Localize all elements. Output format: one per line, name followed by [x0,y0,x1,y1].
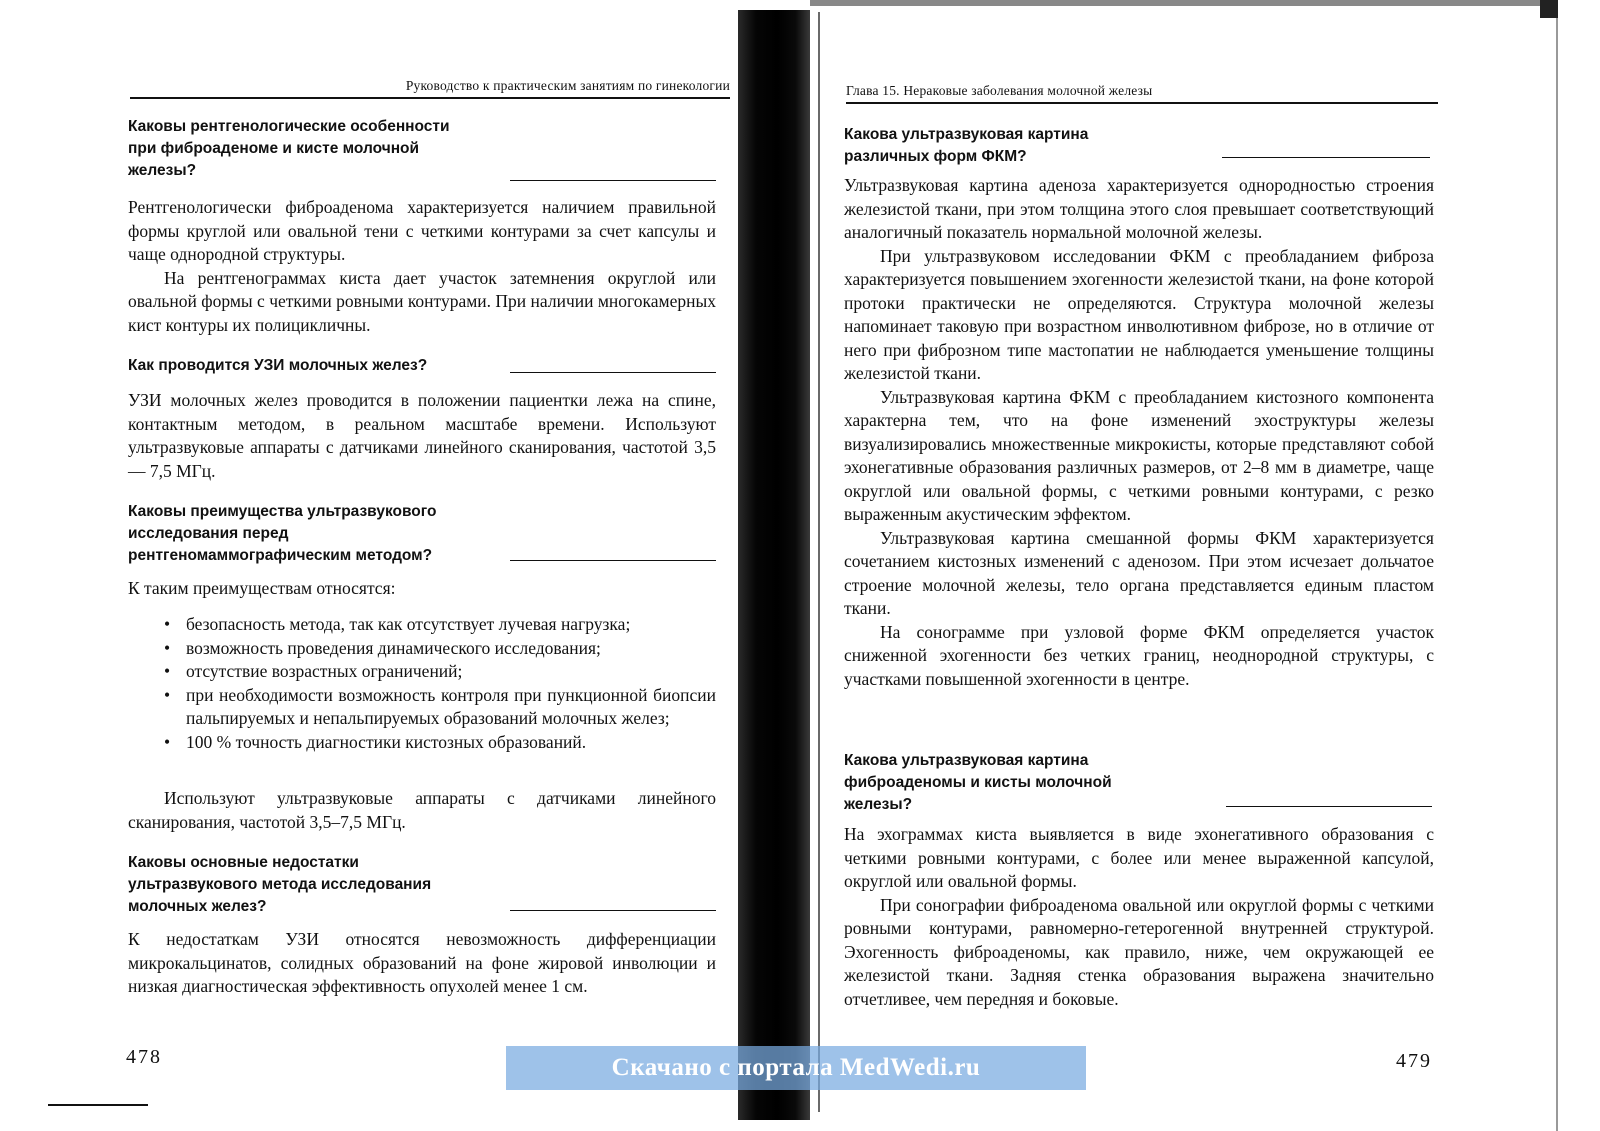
list-item: • при необходимости возможность контроля при пункционной биопсии пальпируемых и непальпируемых образований молочных желез; [156,684,716,731]
advantages-list [156,613,716,754]
paragraph: К недостаткам УЗИ относятся невозможность дифференциации микрокальцинатов, солидных образований на фоне жировой инволюции и низкая диагностическая эффективность опухолей менее 1 см. [128,929,716,996]
answer-text [128,787,716,834]
running-header: Глава 15. Нераковые заболевания молочной железы [846,83,1438,104]
question-heading: Какова ультразвуковая картина различных форм ФКМ? [844,126,1089,165]
scan-mark [48,1104,148,1106]
question-rule [510,372,716,373]
answer-text [844,823,1434,1011]
left-page [0,0,760,1131]
question-heading: Каковы основные недостатки ультразвукового метода исследования молочных желез? [128,854,432,915]
answer-text [844,174,1434,691]
paragraph: При сонографии фиброаденома овальной или округлой формы с четкими ровными контурами, равномерно-гетерогенной внутренней структурой. Эхогенность фиброаденомы, как правило, ниже, чем окружающей ее железистой ткани. Задняя стенка образования выражена значительно отчетливее, чем передняя и боковые. [844,894,1434,1009]
running-header: Руководство к практическим занятиям по гинекологии [130,78,730,99]
paragraph: На сонограмме при узловой форме ФКМ определяется участок сниженной эхогенности без четких границ, неоднородной структуры, с участками повышенной эхогенности в центре. [844,621,1434,689]
question-heading: Каковы преимущества ультразвукового исследования перед рентгеномаммографическим методом? [128,503,437,564]
list-item: • возможность проведения динамического исследования; [156,637,716,661]
page-number: 478 [126,1046,162,1068]
list-item: • 100 % точность диагностики кистозных образований. [156,731,716,755]
right-page [810,0,1600,1131]
paragraph: Ультразвуковая картина ФКМ с преобладанием кистозного компонента характерна тем, что на фоне изменений эхоструктуры железы визуализировались множественные микрокисты, которые представляют собой эхонегативные образования различных размеров, от 2–8 мм в диаметре, чаще округлой или овальной формы, с четкими ровными контурами, с резко выраженным акустическим эффектом. [844,386,1434,524]
list-item: • отсутствие возрастных ограничений; [156,660,716,684]
answer-intro [128,577,716,601]
paragraph: К таким преимуществам относятся: [128,578,396,598]
paragraph: Используют ультразвуковые аппараты с датчиками линейного сканирования, частотой 3,5–7,5 МГц. [128,788,716,832]
question-rule [510,180,716,181]
paragraph: УЗИ молочных желез проводится в положении пациентки лежа на спине, контактным методом, в реальном масштабе времени. Используют ультразвуковые аппараты с датчиками линейного сканирования, частотой 3,5 — 7,5 МГц. [128,390,716,481]
paragraph: Ультразвуковая картина смешанной формы ФКМ характеризуется сочетанием кистозных изменений с аденозом. При этом исчезает дольчатое строение молочной железы, тело органа представляется единым пластом ткани. [844,527,1434,618]
answer-text [128,196,716,337]
question-rule [510,910,716,911]
paragraph: На эхограммах киста выявляется в виде эхонегативного образования с четкими ровными контурами, с более или менее выраженной капсулой, округлой или овальной формы. [844,824,1434,891]
question-heading: Какова ультразвуковая картина фиброаденомы и кисты молочной железы? [844,752,1112,813]
question-rule [1222,157,1430,158]
question-rule [510,560,716,561]
paragraph: На рентгенограммах киста дает участок затемнения округлой или овальной формы с четкими ровными контурами. При наличии многокамерных кист контуры их полицикличны. [128,267,716,335]
paragraph: Ультразвуковая картина аденоза характеризуется однородностью строения железистой ткани, при этом толщина этого слоя превышает соответствующий аналогичный показатель нормальной молочной железы. [844,175,1434,242]
page-number: 479 [1396,1050,1432,1072]
paragraph: Рентгенологически фиброаденома характеризуется наличием правильной формы круглой или овальной тени с четкими контурами за счет капсулы и чаще однородной структуры. [128,197,716,264]
paragraph: При ультразвуковом исследовании ФКМ с преобладанием фиброза характеризуется повышением эхогенности железистой ткани, на фоне которой протоки практически не определяются. Структура молочной железы напоминает таковую при возрастном инволютивном фиброзе, но в отличие от него при фиброзном типе мастопатии не наблюдается уменьшение толщины железистой ткани. [844,245,1434,383]
answer-text [128,928,716,999]
answer-text [128,389,716,483]
question-heading: Каковы рентгенологические особенности при фиброаденоме и кисте молочной железы? [128,118,450,179]
question-heading: Как проводится УЗИ молочных желез? [128,357,428,374]
watermark-banner: Скачано с портала MedWedi.ru [506,1046,1086,1090]
question-rule [1226,806,1432,807]
list-item: • безопасность метода, так как отсутствует лучевая нагрузка; [156,613,716,637]
